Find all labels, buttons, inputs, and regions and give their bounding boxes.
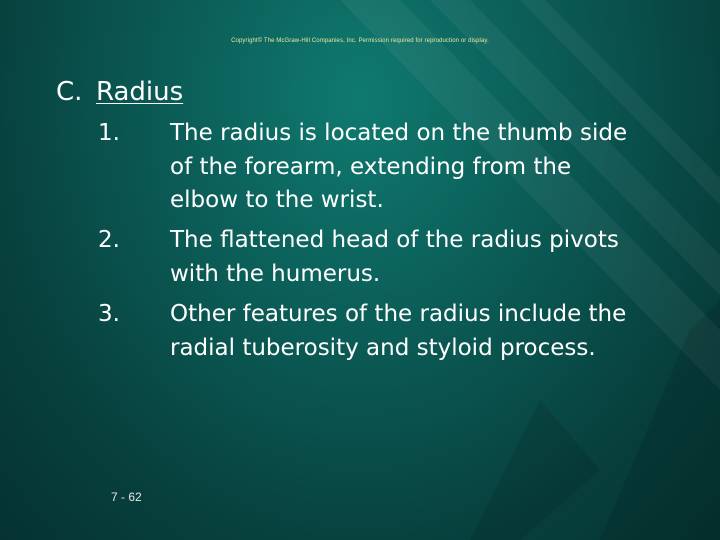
section-heading	[56, 76, 183, 108]
list-item-line: Other features of the radius include the	[170, 301, 627, 327]
list-item-line: radial tuberosity and styloid process.	[170, 334, 596, 361]
page-number: 7 - 62	[111, 490, 142, 504]
list-item-line: of the forearm, extending from the	[170, 153, 572, 180]
list-item-line: elbow to the wrist.	[170, 187, 384, 213]
list-item-text	[170, 224, 710, 291]
list-item-text	[170, 298, 710, 365]
list-item-text	[170, 117, 710, 218]
section-letter: C.	[56, 77, 83, 107]
list-item-number: 3.	[98, 301, 120, 327]
list-item-line: The flattened head of the radius pivots	[170, 227, 619, 253]
list-item-number: 2.	[98, 227, 120, 253]
list-item-line: The radius is located on the thumb side	[170, 120, 628, 146]
list-item-line: with the humerus.	[170, 260, 381, 287]
section-title: Radius	[96, 77, 184, 107]
copyright-notice: Copyright© The McGraw-Hill Companies, Inc. Permission required for reproduction or display.	[231, 38, 489, 44]
list-item-number: 1.	[98, 120, 120, 146]
